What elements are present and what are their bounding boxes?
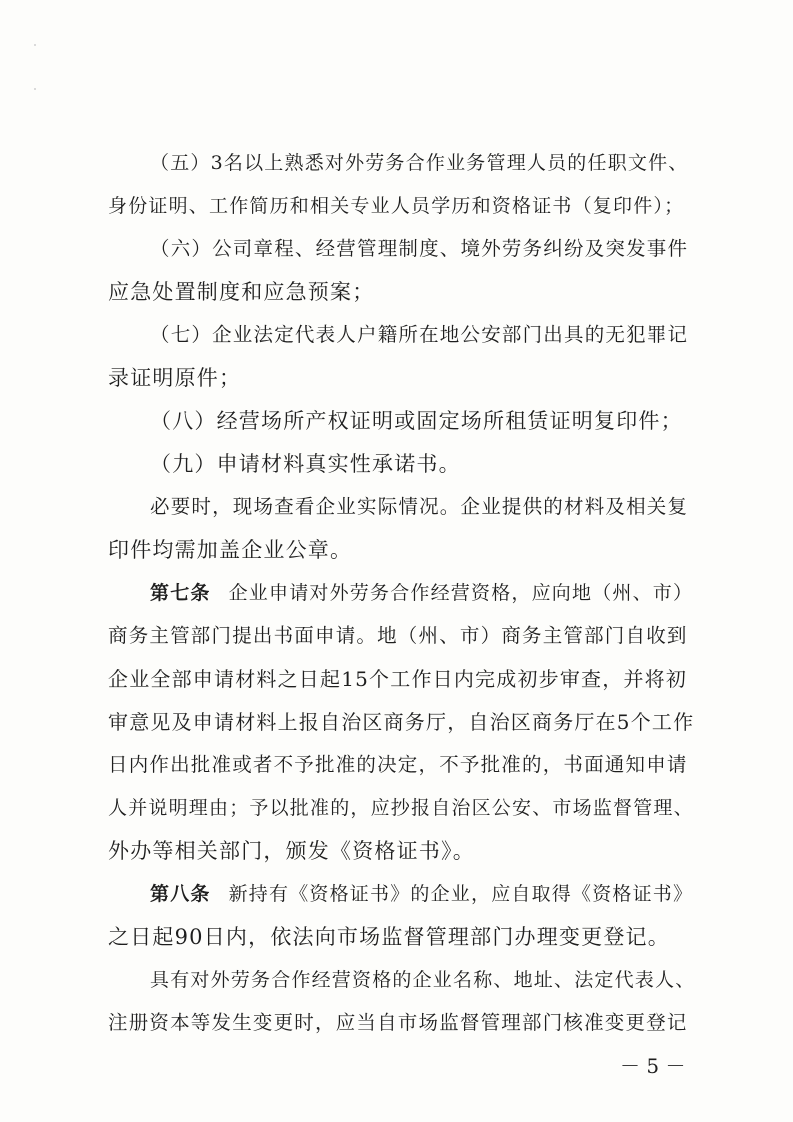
text-line: 注册资本等发生变更时，应当自市场监督管理部门核准变更登记 <box>108 1011 688 1034</box>
text-line: 商务主管部门提出书面申请。地（州、市）商务主管部门自收到 <box>108 624 688 647</box>
article-7-first-line <box>150 578 698 608</box>
text-line: 印件均需加盖企业公章。 <box>108 538 353 562</box>
text-line: 企业全部申请材料之日起15个工作日内完成初步审查，并将初 <box>108 667 688 691</box>
text-line: 外办等相关部门，颁发《资格证书》。 <box>108 839 475 863</box>
article-8-first-line <box>150 879 698 909</box>
page-number: － 5 － <box>620 1054 686 1078</box>
text-line: 日内作出批准或者不予批准的决定，不予批准的，书面通知申请 <box>108 753 688 776</box>
scan-speck <box>34 88 36 90</box>
text-line: 录证明原件； <box>108 366 242 390</box>
text-line: （五）3名以上熟悉对外劳务合作业务管理人员的任职文件、 <box>150 152 689 174</box>
text-line: （八）经营场所产权证明或固定场所租赁证明复印件； <box>150 409 683 433</box>
article-8-label: 第八条 <box>150 883 211 905</box>
text-line: （六）公司章程、经营管理制度、境外劳务纠纷及突发事件 <box>150 237 689 260</box>
text-line: 具有对外劳务合作经营资格的企业名称、地址、法定代表人、 <box>150 969 696 991</box>
text-line: 之日起90日内，依法向市场监督管理部门办理变更登记。 <box>108 925 670 949</box>
scan-speck <box>34 44 36 46</box>
text-line: （九）申请材料真实性承诺书。 <box>150 452 461 476</box>
text-line: 必要时，现场查看企业实际情况。企业提供的材料及相关复 <box>150 495 689 518</box>
text-line: 人并说明理由；予以批准的，应抄报自治区公安、市场监督管理、 <box>108 797 694 819</box>
text-line: （七）企业法定代表人户籍所在地公安部门出具的无犯罪记 <box>150 323 689 346</box>
text-line: 身份证明、工作简历和相关专业人员学历和资格证书（复印件）； <box>108 195 685 217</box>
text-line: 审意见及申请材料上报自治区商务厅，自治区商务厅在5个工作 <box>108 710 695 734</box>
article-7-label: 第七条 <box>150 582 211 604</box>
article-8-text: 新持有《资格证书》的企业，应自取得《资格证书》 <box>228 883 694 905</box>
article-7-text: 企业申请对外劳务合作经营资格，应向地（州、市） <box>228 582 694 604</box>
text-line: 应急处置制度和应急预案； <box>108 280 375 304</box>
